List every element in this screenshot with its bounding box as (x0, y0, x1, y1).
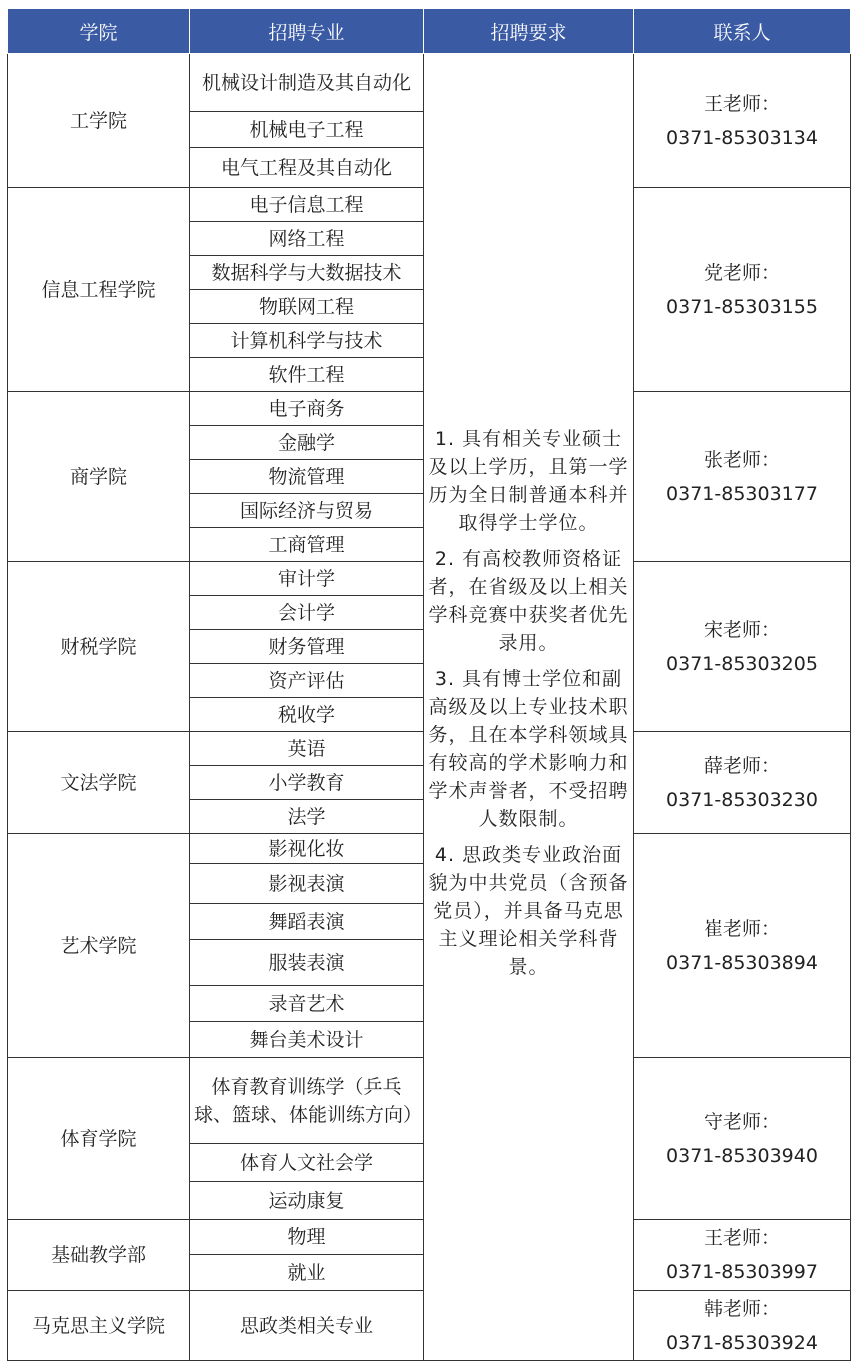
major-name: 国际经济与贸易 (190, 494, 424, 528)
major-name: 电子商务 (190, 392, 424, 426)
contact-cell (634, 188, 851, 392)
contact-phone: 0371-85303940 (666, 1144, 818, 1167)
college-name: 商学院 (8, 392, 190, 562)
major-name: 财务管理 (190, 630, 424, 664)
major-name: 物联网工程 (190, 290, 424, 324)
contact-phone: 0371-85303177 (666, 482, 818, 505)
contact-cell (634, 562, 851, 732)
major-name: 小学教育 (190, 766, 424, 800)
contact-name: 崔老师： (703, 917, 780, 940)
major-name: 法学 (190, 800, 424, 834)
college-name: 财税学院 (8, 562, 190, 732)
major-name: 计算机科学与技术 (190, 324, 424, 358)
major-name: 软件工程 (190, 358, 424, 392)
contact-cell (634, 834, 851, 1058)
contact-cell (634, 732, 851, 834)
major-name: 机械电子工程 (190, 112, 424, 148)
contact-cell (634, 392, 851, 562)
requirement-item: 2. 有高校教师资格证者，在省级及以上相关学科竞赛中获奖者优先录用。 (428, 548, 629, 654)
requirements-cell (424, 54, 634, 1361)
contact-name: 韩老师： (703, 1297, 780, 1320)
college-name: 马克思主义学院 (8, 1291, 190, 1361)
major-name: 物流管理 (190, 460, 424, 494)
header-requirements: 招聘要求 (424, 9, 634, 54)
contact-phone: 0371-85303230 (666, 788, 818, 811)
major-name: 工商管理 (190, 528, 424, 562)
requirement-item: 1. 具有相关专业硕士及以上学历，且第一学历为全日制普通本科并取得学士学位。 (428, 428, 629, 534)
contact-phone: 0371-85303924 (666, 1331, 818, 1354)
requirement-item: 3. 具有博士学位和副高级及以上专业技术职务，且在本学科领域具有较高的学术影响力和学术声誉者，不受招聘人数限制。 (428, 668, 629, 830)
contact-name: 张老师： (703, 448, 780, 471)
major-name: 运动康复 (190, 1182, 424, 1220)
major-name: 电气工程及其自动化 (190, 148, 424, 188)
contact-phone: 0371-85303134 (666, 126, 818, 149)
major-name: 服装表演 (190, 940, 424, 986)
major-name: 影视表演 (190, 864, 424, 904)
major-name: 税收学 (190, 698, 424, 732)
major-name: 电子信息工程 (190, 188, 424, 222)
recruitment-table (7, 8, 851, 1361)
contact-name: 党老师： (703, 261, 780, 284)
college-name: 文法学院 (8, 732, 190, 834)
major-name: 英语 (190, 732, 424, 766)
contact-phone: 0371-85303997 (666, 1261, 818, 1283)
header-major: 招聘专业 (190, 9, 424, 54)
contact-phone: 0371-85303205 (666, 652, 818, 675)
table-body (8, 54, 851, 1361)
college-name: 艺术学院 (8, 834, 190, 1058)
contact-cell (634, 1291, 851, 1361)
major-name: 录音艺术 (190, 986, 424, 1022)
contact-name: 王老师： (703, 1227, 780, 1249)
major-name: 体育教育训练学（乒乓球、篮球、体能训练方向） (190, 1058, 424, 1144)
contact-cell (634, 54, 851, 188)
table-header-row (8, 9, 851, 54)
college-name: 工学院 (8, 54, 190, 188)
contact-cell (634, 1058, 851, 1220)
table-row (8, 54, 851, 112)
header-college: 学院 (8, 9, 190, 54)
contact-phone: 0371-85303155 (666, 295, 818, 318)
contact-cell (634, 1220, 851, 1291)
major-name: 机械设计制造及其自动化 (190, 54, 424, 112)
major-name: 体育人文社会学 (190, 1144, 424, 1182)
college-name: 基础教学部 (8, 1220, 190, 1291)
contact-name: 守老师： (703, 1110, 780, 1133)
major-name: 会计学 (190, 596, 424, 630)
contact-name: 宋老师： (703, 618, 780, 641)
contact-name: 薛老师： (703, 754, 780, 777)
major-name: 舞蹈表演 (190, 904, 424, 940)
major-name: 舞台美术设计 (190, 1022, 424, 1058)
major-name: 网络工程 (190, 222, 424, 256)
major-name: 就业 (190, 1255, 424, 1291)
major-name: 数据科学与大数据技术 (190, 256, 424, 290)
requirement-item: 4. 思政类专业政治面貌为中共党员（含预备党员），并具备马克思主义理论相关学科背景。 (428, 844, 629, 978)
major-name: 影视化妆 (190, 834, 424, 864)
college-name: 体育学院 (8, 1058, 190, 1220)
major-name: 物理 (190, 1220, 424, 1255)
college-name: 信息工程学院 (8, 188, 190, 392)
major-name: 金融学 (190, 426, 424, 460)
contact-name: 王老师： (703, 92, 780, 115)
header-contact: 联系人 (634, 9, 851, 54)
major-name: 思政类相关专业 (190, 1291, 424, 1361)
contact-phone: 0371-85303894 (666, 951, 818, 974)
major-name: 审计学 (190, 562, 424, 596)
major-name: 资产评估 (190, 664, 424, 698)
